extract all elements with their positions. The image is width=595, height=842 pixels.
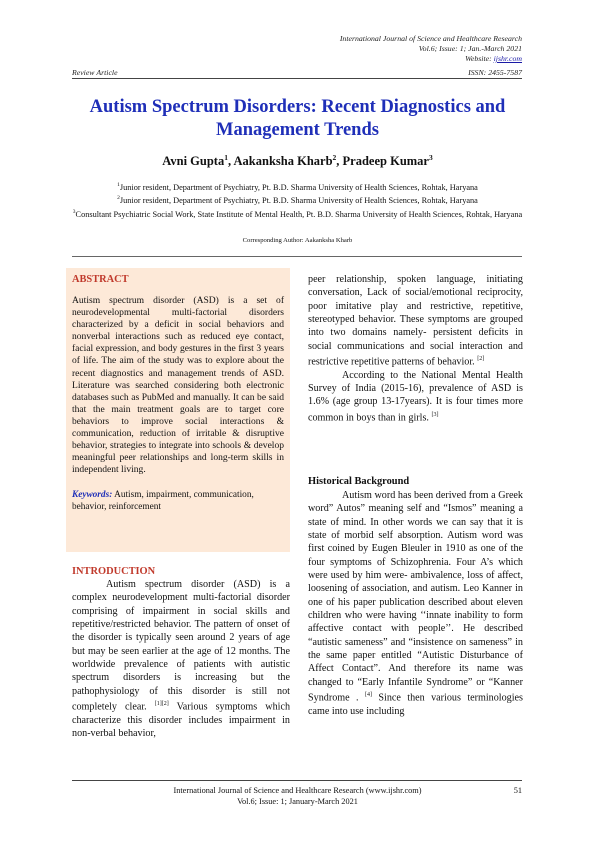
- citation: [4]: [364, 692, 372, 699]
- author-name: Aakanksha Kharb: [233, 154, 333, 169]
- author-name: Pradeep Kumar: [342, 154, 429, 169]
- author-affil-sup: 2: [332, 153, 337, 162]
- header-divider: [72, 78, 522, 79]
- affiliation: [72, 207, 523, 220]
- affiliation-text: Junior resident, Department of Psychiatry, Pt. B.D. Sharma University of Health Sciences, Rohtak, Haryana: [119, 182, 478, 192]
- paragraph-text: Autism spectrum disorder (ASD) is a complex neurodevelopment multi-factorial disorder comprising of impairment in social skills and repetitive/restricted behavior. The pattern of onset of the disorder is typically seen around 2 years of age but may be seen earlier at the age of 12 months. The worldwide prevalence of patients with autistic spectrum disorders is increasing but the pathophysiology of this disorder is still not completely clear.: [72, 579, 290, 713]
- historical-background-body: [308, 489, 523, 718]
- article-title: Autism Spectrum Disorders: Recent Diagnostics and Management Trends: [89, 97, 506, 140]
- footer-volume: Vol.6; Issue: 1; January-March 2021: [237, 797, 358, 806]
- introduction-body: [72, 578, 290, 741]
- affiliation-text: Consultant Psychiatric Social Work, State Institute of Mental Health, Pt. B.D. Sharma University of Health Sciences, Rohtak, Haryana: [75, 209, 523, 219]
- right-column-top: [308, 273, 523, 425]
- historical-background-heading: Historical Background: [308, 476, 410, 487]
- abstract-box: [66, 268, 290, 552]
- website-link[interactable]: ijshr.com: [493, 54, 522, 63]
- paragraph: [308, 489, 523, 718]
- introduction-heading: INTRODUCTION: [72, 566, 156, 577]
- footer-journal: International Journal of Science and Healthcare Research (www.ijshr.com): [173, 786, 422, 795]
- author-affil-sup: 1: [224, 153, 228, 162]
- keywords-text: Autism, impairment, communication, behavior, reinforcement: [72, 490, 254, 513]
- affiliation-list: [72, 180, 523, 220]
- affiliation-sup: 1: [117, 182, 120, 188]
- paragraph: [308, 369, 523, 425]
- journal-header: [222, 34, 522, 64]
- affiliation-text: Junior resident, Department of Psychiatry, Pt. B.D. Sharma University of Health Sciences, Rohtak, Haryana: [119, 196, 478, 206]
- issn: ISSN: 2455-7587: [468, 68, 522, 77]
- abstract-heading: ABSTRACT: [72, 274, 129, 285]
- keywords: [72, 490, 284, 514]
- keywords-label: Keywords:: [72, 490, 113, 501]
- author-name: Avni Gupta: [162, 154, 225, 169]
- journal-volume: Vol.6; Issue: 1; Jan.-March 2021: [418, 44, 522, 53]
- paragraph: [308, 273, 523, 369]
- affiliation-sup: 3: [72, 208, 76, 215]
- footer-divider: [72, 780, 522, 781]
- paragraph-text: peer relationship, spoken language, initiating conversation, Lack of social/emotional reciprocity, poor imitative play and restrictive, repetitive, stereotyped behavior. These symptoms are grouped into two domains namely- persistent deficits in social communications and social interaction and restrictive repetitive patterns of behavior.: [308, 274, 523, 368]
- paragraph-text: Since then various terminologies came into use including: [308, 692, 523, 717]
- citation: [2]: [477, 356, 485, 363]
- website-label: Website:: [465, 54, 494, 63]
- affiliation: [72, 180, 523, 193]
- abstract-text: Autism spectrum disorder (ASD) is a set of neurodevelopmental multi-factorial disorders characterized by a deficit in social behaviors and nonverbal interactions such as reduced eye contact, facial expression, and body gestures in the first 3 years of life. The aim of the study was to explore about the recent diagnostics and management trends of ASD. Literature was searched considering both electronic databases such as PubMed and manually. It can be said that the main treatment goals are to target core behaviors to improve social interactions & communication, reduction of irritable & disruptive behavior, strategies to integrate into schools & develop meaningful peer relationships and long-term skills in independent living.: [72, 295, 284, 476]
- journal-website: [222, 54, 522, 64]
- title-divider: [72, 256, 522, 257]
- corresponding-author: Corresponding Author: Aakanksha Kharb: [242, 237, 353, 244]
- article-type: Review Article: [72, 68, 118, 77]
- citation: [3]: [431, 411, 439, 418]
- paragraph-text: According to the National Mental Health Survey of India (2015-16), prevalence of ASD is 1.6% (age group 13-17years). It is four times more common in boys than in girls.: [308, 369, 523, 424]
- author-list: Avni Gupta$^1$, Aakanksha Kharb$^2$, Pradeep Kumar$^3$: [162, 153, 433, 169]
- affiliation-sup: 2: [117, 195, 120, 202]
- affiliation: [72, 193, 523, 206]
- paragraph-text: Various symptoms which characterize this disorder includes impairment in non-verbal behavior,: [72, 701, 291, 740]
- journal-name: International Journal of Science and Healthcare Research: [339, 34, 522, 43]
- page-number: 51: [513, 786, 522, 795]
- paragraph-text: Autism word has been derived from a Greek word” Autos” meaning self and “Ismos” meaning a state of mind. In other words we can say that it is state of morbid self absorption. Autism word was first coined by Eugen Bleuler in 1910 as one of the four symptoms of Schizophrenia. Four A’s which were used by him were- ambivalence, loss of affect, loosening of association, and autism. Leo Kanner in one of his paper publication described about eleven children who were having ‘‘innate inability to form affective contact with people’’. He described “autistic sameness” and “insistence on sameness” in the same paper entitled “Autistic Disturbance of Affect Contact”. And therefore its name was changed to “Early Infantile Syndrome” or “Kanner Syndrome .: [308, 490, 523, 704]
- paragraph: [72, 578, 290, 741]
- author-affil-sup: 3: [428, 153, 433, 162]
- citation: [1][2]: [154, 701, 169, 708]
